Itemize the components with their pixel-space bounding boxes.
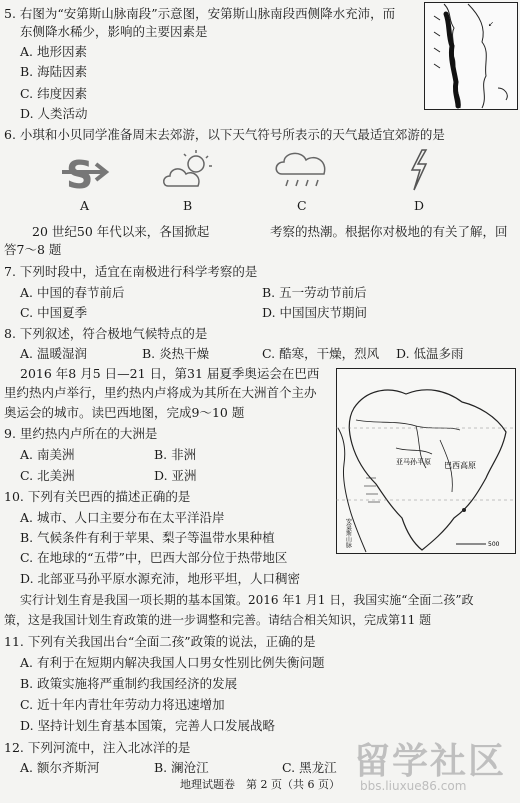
q9-option-a: A. 南美洲 — [20, 447, 75, 462]
watermark-logo-text: 留学社区 — [354, 741, 507, 782]
q11-option-c: C. 近十年内青壮年劳动力将迅速增加 — [20, 697, 225, 712]
q8-option-b: B. 炎热干燥 — [142, 346, 210, 361]
q10-option-d: D. 北部亚马孙平原水源充沛，地形平坦，人口稠密 — [20, 571, 301, 586]
q12-option-b: B. 澜沧江 — [154, 760, 209, 775]
map-label-brazil-highland: 巴西高原 — [444, 461, 476, 470]
q11-option-a: A. 有利于在短期内解决我国人口男女性别比例失衡问题 — [20, 655, 325, 670]
q10-option-c: C. 在地球的“五带”中，巴西大部分位于热带地区 — [20, 550, 288, 565]
q5-stem-line2: 东侧降水稀少，影响的主要因素是 — [20, 24, 208, 39]
q8-option-a: A. 温暖湿润 — [20, 346, 87, 361]
intro-910-line2: 里约热内卢举行，里约热内卢将成为其所在大洲首个主办 — [4, 385, 317, 400]
q9-stem: 9. 里约热内卢所在的大洲是 — [4, 426, 158, 441]
q6-label-d: D — [414, 198, 425, 213]
q10-option-a: A. 城市、人口主要分布在太平洋沿岸 — [20, 510, 225, 525]
sunny-cloudy-icon — [160, 148, 216, 192]
q12-option-c: C. 黑龙江 — [282, 760, 337, 775]
q11-stem: 11. 下列有关我国出台“全面二孩”政策的说法，正确的是 — [4, 634, 316, 649]
intro-78-line1a: 20 世纪50 年代以来，各国掀起 — [32, 224, 210, 239]
lightning-icon — [406, 148, 432, 194]
q11-option-d: D. 坚持计划生育基本国策，完善人口发展战略 — [20, 718, 276, 733]
q9-option-b: B. 非洲 — [154, 447, 197, 462]
q6-stem: 6. 小琪和小贝同学准备周末去郊游，以下天气符号所表示的天气最适宜郊游的是 — [4, 127, 445, 142]
q10-option-b: B. 气候条件有利于苹果、梨子等温带水果种植 — [20, 530, 275, 545]
q5-option-d: D. 人类活动 — [20, 106, 88, 121]
q7-option-b: B. 五一劳动节前后 — [262, 285, 367, 300]
q7-option-d: D. 中国国庆节期间 — [262, 305, 368, 320]
q8-stem: 8. 下列叙述，符合极地气候特点的是 — [4, 326, 208, 341]
brazil-map — [336, 368, 516, 554]
page-footer: 地理试题卷 第 2 页（共 6 页） — [180, 778, 340, 791]
q5-option-b: B. 海陆因素 — [20, 64, 88, 79]
q10-stem: 10. 下列有关巴西的描述正确的是 — [4, 489, 191, 504]
q7-option-c: C. 中国夏季 — [20, 305, 88, 320]
watermark-url: bbs.liuxue86.com — [360, 779, 467, 793]
intro-11-line2: 策，这是我国计划生育政策的进一步调整和完善。请结合相关知识，完成第11 题 — [4, 613, 432, 627]
svg-text:↙: ↙ — [488, 20, 494, 28]
q11-option-b: B. 政策实施将严重制约我国经济的发展 — [20, 676, 238, 691]
q12-option-a: A. 额尔齐斯河 — [20, 760, 100, 775]
q5-stem-line1: 5. 右图为“安第斯山脉南段”示意图，安第斯山脉南段西侧降水充沛，而 — [4, 6, 396, 21]
intro-910-line1: 2016 年8 月5 日—21 日，第31 届夏季奥运会在巴西 — [20, 366, 320, 381]
andes-south-map — [424, 2, 518, 110]
q6-label-b: B — [183, 198, 193, 213]
q9-option-c: C. 北美洲 — [20, 468, 75, 483]
q7-stem: 7. 下列时段中，适宜在南极进行科学考察的是 — [4, 264, 258, 279]
rain-cloud-icon — [272, 148, 332, 194]
q8-option-d: D. 低温多雨 — [396, 346, 464, 361]
q9-option-d: D. 亚洲 — [154, 468, 197, 483]
intro-910-line3: 奥运会的城市。读巴西地图，完成9～10 题 — [4, 405, 245, 420]
intro-78-line2: 答7～8 题 — [4, 242, 62, 257]
q7-option-a: A. 中国的春节前后 — [20, 285, 125, 300]
sandstorm-icon — [60, 150, 112, 198]
q6-label-c: C — [297, 198, 307, 213]
map-label-amazon: 亚马孙平原 — [396, 458, 431, 466]
q6-label-a: A — [80, 198, 90, 213]
q12-stem: 12. 下列河流中，注入北冰洋的是 — [4, 740, 191, 755]
intro-11-line1: 实行计划生育是我国一项长期的基本国策。2016 年1 月1 日，我国实施“全面二孩”政 — [20, 593, 474, 607]
intro-78-line1b: 考察的热潮。根据你对极地的有关了解，回 — [270, 224, 508, 239]
watermark-logo — [354, 733, 514, 801]
q8-option-c: C. 酷寒，干燥，烈风 — [262, 346, 380, 361]
q5-option-a: A. 地形因素 — [20, 44, 87, 59]
q5-option-c: C. 纬度因素 — [20, 86, 88, 101]
map-label-andes: 安第斯山脉 — [344, 518, 352, 548]
map-scale: 500 — [488, 541, 500, 548]
svg-text:S: S — [66, 153, 94, 197]
